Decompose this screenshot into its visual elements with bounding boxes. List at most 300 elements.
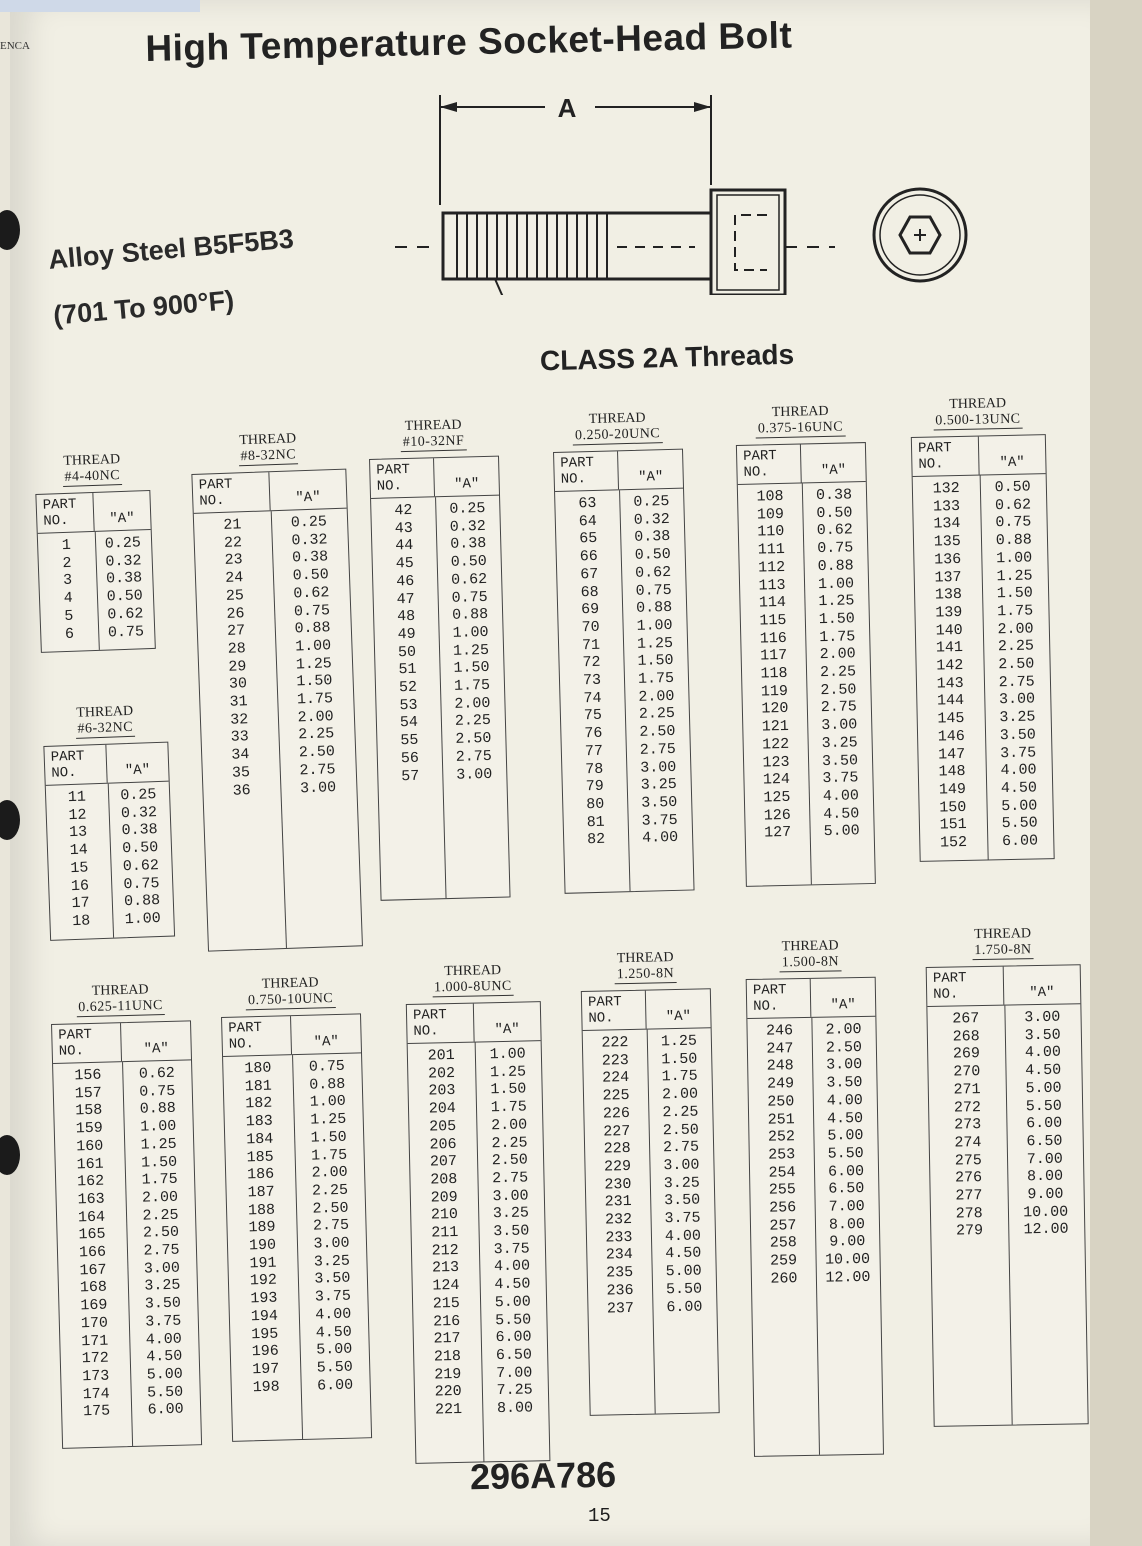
part-number-cell: 225 <box>602 1087 630 1105</box>
table-body <box>738 482 875 886</box>
part-number-cell: 133 <box>932 497 961 516</box>
dimension-a-cell: 0.32 <box>291 530 328 550</box>
part-number-cell: 134 <box>933 515 961 533</box>
part-number-cell: 110 <box>757 523 785 541</box>
dimension-a-cell: 2.50 <box>142 1224 180 1242</box>
part-number-cell: 31 <box>229 693 248 711</box>
dimension-a-cell: 2.00 <box>825 1020 862 1039</box>
part-number-cell: 82 <box>586 831 606 849</box>
dimension-a-cell: 0.88 <box>123 892 161 911</box>
dimension-a-column-header: "A" <box>295 489 321 507</box>
part-number-cell: 21 <box>223 516 242 534</box>
thread-heading <box>368 417 499 453</box>
dimension-a-cell: 2.75 <box>299 760 336 780</box>
dimension-a-cell: 4.00 <box>1000 761 1037 780</box>
dimension-a-cell: 0.88 <box>294 619 331 638</box>
part-number-column-header <box>192 472 270 513</box>
dimension-a-cell: 2.00 <box>297 707 334 727</box>
part-number-cell: 52 <box>398 678 418 697</box>
dimension-a-cell: 3.50 <box>144 1294 182 1313</box>
dimension-a-cell: 2.50 <box>998 655 1035 674</box>
header-part-text: PART <box>50 748 85 766</box>
dimension-a-cell: 5.00 <box>1001 797 1038 815</box>
table-header <box>370 457 499 499</box>
part-number-cell: 26 <box>226 604 245 623</box>
part-number-cell: 278 <box>955 1204 983 1223</box>
part-number-cell: 135 <box>933 533 961 551</box>
part-number-cell: 76 <box>584 724 603 743</box>
thread-heading <box>910 395 1046 431</box>
table-box <box>369 456 511 902</box>
part-number-cell: 3 <box>62 572 73 590</box>
table-row <box>564 829 692 850</box>
part-number-cell: 222 <box>601 1034 629 1052</box>
header-no-text: NO. <box>51 764 77 782</box>
table-row <box>751 1251 879 1271</box>
thread-size: 1.500-8N <box>780 954 842 972</box>
table-body <box>194 509 362 951</box>
part-number-cell: 219 <box>434 1365 462 1384</box>
dimension-a-cell: 1.75 <box>637 669 675 688</box>
dimension-a-cell: 2.75 <box>662 1138 700 1157</box>
part-number-cell: 143 <box>936 674 964 693</box>
table-body <box>46 782 174 940</box>
part-number-cell: 272 <box>953 1098 982 1117</box>
table-box <box>35 490 155 653</box>
dimension-a-cell: 1.50 <box>296 672 333 691</box>
thread-heading <box>42 703 168 740</box>
document-code: 296A786 <box>469 1453 617 1498</box>
part-number-cell: 196 <box>251 1342 280 1361</box>
thread-heading-label: THREAD <box>781 938 839 955</box>
part-number-cell: 218 <box>433 1347 462 1366</box>
table-row <box>749 1127 877 1147</box>
part-number-cell: 256 <box>769 1199 797 1217</box>
part-number-cell: 158 <box>75 1102 103 1120</box>
dimension-a-cell: 1.50 <box>996 584 1034 603</box>
part-number-cell: 43 <box>394 519 414 538</box>
header-no-text: NO. <box>918 456 944 473</box>
dimension-a-cell: 0.32 <box>633 510 671 529</box>
dimension-a-cell: 0.62 <box>138 1064 176 1083</box>
thread-size: 1.750-8N <box>972 942 1034 960</box>
part-number-cell: 184 <box>246 1130 274 1149</box>
table-box <box>736 442 876 887</box>
dimension-a-cell: 1.50 <box>310 1128 347 1147</box>
dimension-a-column-header: "A" <box>313 1033 340 1051</box>
part-number-cell: 164 <box>77 1208 106 1226</box>
dimension-a-cell: 3.00 <box>299 778 337 797</box>
dimension-a-cell: 1.50 <box>453 659 490 678</box>
part-number-cell: 13 <box>68 823 88 842</box>
table-row <box>748 1056 876 1076</box>
dimension-a-cell: 2.25 <box>819 663 857 682</box>
dimension-a-cell: 3.00 <box>640 758 677 777</box>
dimension-a-cell: 3.00 <box>313 1234 350 1253</box>
dimension-a-cell: 2.75 <box>998 673 1035 691</box>
part-number-cell: 5 <box>64 607 74 625</box>
part-number-cell: 250 <box>767 1092 795 1111</box>
thread-table <box>405 962 550 1464</box>
part-number-cell: 231 <box>604 1193 632 1211</box>
dimension-a-cell: 3.25 <box>313 1252 351 1271</box>
part-number-cell: 54 <box>399 714 419 732</box>
part-number-cell: 166 <box>78 1243 107 1262</box>
dimension-a-cell: 5.00 <box>1025 1079 1062 1098</box>
dimension-a-cell: 6.00 <box>495 1328 532 1347</box>
part-number-cell: 56 <box>400 749 420 768</box>
part-number-cell: 115 <box>759 611 787 630</box>
dimension-a-cell: 5.50 <box>827 1144 864 1163</box>
part-number-cell: 150 <box>939 798 967 817</box>
part-number-cell: 174 <box>82 1385 110 1403</box>
thread-class-label: CLASS 2A Threads <box>539 338 795 377</box>
dimension-a-cell: 0.62 <box>107 605 144 624</box>
thread-table <box>50 981 202 1448</box>
part-number-cell: 112 <box>757 558 786 577</box>
dimension-a-cell: 1.00 <box>489 1045 526 1064</box>
dimension-a-column-header: "A" <box>999 454 1025 472</box>
table-row <box>747 1021 875 1041</box>
table-header <box>737 443 866 485</box>
table-row <box>378 765 506 786</box>
dimension-a-cell: 5.50 <box>495 1310 532 1329</box>
dimension-a-cell: 2.50 <box>662 1121 699 1139</box>
part-number-cell: 208 <box>430 1170 458 1189</box>
thread-table <box>552 410 695 895</box>
table-row <box>62 1401 200 1422</box>
part-number-cell: 117 <box>759 647 788 665</box>
dimension-a-cell: 3.75 <box>822 769 859 788</box>
part-number-cell: 126 <box>763 806 791 825</box>
dimension-a-column-header: "A" <box>830 997 856 1014</box>
dimension-a-cell: 2.50 <box>639 723 676 741</box>
dimension-a-cell: 5.50 <box>665 1280 703 1299</box>
dimension-a-cell: 1.75 <box>310 1146 348 1165</box>
part-number-cell: 232 <box>604 1211 633 1229</box>
dimension-a-cell: 3.75 <box>641 811 678 830</box>
part-number-cell: 147 <box>938 745 966 764</box>
part-number-cell: 50 <box>397 643 417 661</box>
table-box <box>191 469 363 952</box>
dimension-a-column-header: "A" <box>124 762 151 780</box>
thread-table <box>910 395 1055 861</box>
dimension-a-cell: 2.75 <box>312 1217 350 1235</box>
header-part-text: PART <box>742 448 777 465</box>
part-number-column-header <box>912 437 979 476</box>
part-number-cell: 78 <box>585 760 604 778</box>
table-row <box>750 1162 878 1182</box>
dimension-a-cell: 0.75 <box>107 622 145 642</box>
part-number-cell: 167 <box>79 1261 107 1280</box>
dimension-a-cell: 2.75 <box>455 747 493 766</box>
part-number-cell: 12 <box>68 806 87 824</box>
part-number-cell: 198 <box>252 1378 280 1396</box>
part-number-cell: 246 <box>765 1022 794 1040</box>
dimension-a-cell: 1.00 <box>309 1093 347 1112</box>
bolt-side-view-diagram <box>395 85 835 295</box>
dimension-a-cell: 3.75 <box>493 1240 530 1258</box>
dimension-a-cell: 2.75 <box>639 740 677 759</box>
part-number-cell: 72 <box>582 654 601 672</box>
dimension-a-cell: 1.00 <box>995 549 1033 568</box>
dimension-a-cell: 4.00 <box>641 829 679 848</box>
part-number-column-header <box>370 458 435 498</box>
part-number-cell: 132 <box>932 479 960 498</box>
thread-heading-label: THREAD <box>91 982 149 999</box>
part-number-cell: 64 <box>578 512 598 531</box>
table-body <box>913 474 1054 860</box>
material-spec <box>46 211 301 344</box>
part-number-cell: 235 <box>606 1264 634 1282</box>
dimension-a-cell: 2.50 <box>312 1199 349 1218</box>
part-number-cell: 182 <box>245 1095 273 1113</box>
dimension-a-cell: 1.25 <box>489 1063 527 1081</box>
header-part-text: PART <box>752 982 787 999</box>
part-number-cell: 4 <box>63 589 74 608</box>
dimension-a-cell: 4.00 <box>145 1330 183 1349</box>
dimension-a-cell: 3.50 <box>999 726 1037 745</box>
part-number-cell: 47 <box>396 590 415 608</box>
thread-table <box>925 925 1089 1427</box>
part-number-cell: 152 <box>939 833 968 852</box>
table-box <box>221 1013 372 1441</box>
dimension-a-cell: 6.50 <box>1026 1132 1063 1151</box>
dimension-a-cell: 2.50 <box>491 1151 529 1170</box>
part-number-cell: 119 <box>760 682 789 701</box>
dimension-a-cell: 5.50 <box>316 1358 353 1377</box>
part-number-cell: 163 <box>77 1190 105 1209</box>
part-number-cell: 118 <box>760 664 788 683</box>
table-box <box>926 964 1089 1427</box>
dimension-a-cell: 12.00 <box>825 1268 871 1287</box>
part-number-column-header <box>582 991 647 1030</box>
dimension-a-cell: 0.62 <box>994 496 1032 514</box>
dimension-a-cell: 0.88 <box>139 1100 177 1119</box>
table-header <box>192 470 346 514</box>
dimension-a-cell: 7.00 <box>828 1197 865 1216</box>
dimension-a-cell: 1.75 <box>997 602 1034 621</box>
part-number-cell: 276 <box>954 1169 983 1187</box>
dimension-a-cell: 0.88 <box>309 1075 346 1094</box>
part-number-cell: 124 <box>762 771 791 789</box>
part-number-cell: 149 <box>938 780 967 799</box>
part-number-cell: 159 <box>75 1119 103 1138</box>
part-number-cell: 114 <box>758 594 787 612</box>
table-header <box>44 743 168 786</box>
part-number-cell: 270 <box>953 1063 981 1081</box>
header-no-text: NO. <box>560 471 587 488</box>
part-number-cell: 28 <box>227 640 247 658</box>
dimension-a-cell: 6.00 <box>316 1376 354 1395</box>
part-number-cell: 6 <box>64 625 75 643</box>
part-number-cell: 181 <box>244 1077 273 1096</box>
dimension-a-cell: 1.75 <box>819 627 856 646</box>
part-number-cell: 45 <box>395 554 414 573</box>
thread-table <box>745 938 884 1457</box>
part-number-cell: 75 <box>583 707 603 725</box>
dimension-a-cell: 2.50 <box>820 681 857 699</box>
thread-size: 1.000-8UNC <box>432 979 514 998</box>
dimension-a-cell: 0.88 <box>995 531 1032 550</box>
thread-heading <box>50 981 191 1018</box>
part-number-cell: 234 <box>605 1246 634 1264</box>
thread-size: #6-32NC <box>75 720 135 739</box>
part-number-cell: 268 <box>952 1027 980 1046</box>
table-header <box>747 978 876 1019</box>
header-no-text: NO. <box>199 492 225 510</box>
dimension-a-cell: 0.32 <box>120 803 158 823</box>
part-number-cell: 140 <box>935 621 963 640</box>
thread-size: 0.500-13UNC <box>933 412 1023 431</box>
part-number-cell: 23 <box>224 551 243 570</box>
part-number-cell: 73 <box>582 671 602 690</box>
part-number-cell: 260 <box>770 1269 798 1288</box>
part-number-cell: 215 <box>432 1294 461 1313</box>
dimension-a-cell: 4.50 <box>494 1275 531 1294</box>
dimension-a-cell: 2.00 <box>454 694 491 713</box>
dimension-a-cell: 9.00 <box>829 1233 866 1252</box>
dimension-a-cell: 2.00 <box>661 1085 699 1104</box>
dimension-a-cell: 2.25 <box>491 1133 528 1152</box>
part-number-cell: 120 <box>761 700 789 718</box>
dimension-a-cell: 2.25 <box>662 1103 699 1122</box>
part-number-cell: 190 <box>248 1236 277 1255</box>
dimension-a-cell: 5.00 <box>146 1365 183 1384</box>
part-number-cell: 142 <box>936 656 964 675</box>
part-number-cell: 274 <box>954 1133 982 1152</box>
part-number-cell: 249 <box>766 1075 795 1093</box>
part-number-cell: 144 <box>936 692 965 710</box>
dimension-a-cell: 2.50 <box>455 730 492 748</box>
part-number-cell: 32 <box>229 710 249 729</box>
part-number-cell: 275 <box>954 1151 982 1170</box>
header-no-text: NO. <box>376 478 403 495</box>
dimension-a-cell: 3.50 <box>314 1270 351 1289</box>
dimension-a-cell: 10.00 <box>824 1251 871 1269</box>
dimension-a-cell: 0.50 <box>121 839 159 858</box>
dimension-a-cell: 2.00 <box>490 1116 528 1135</box>
part-number-cell: 273 <box>954 1116 982 1134</box>
part-number-column-header <box>222 1016 292 1056</box>
dimension-a-cell: 5.50 <box>146 1383 184 1402</box>
table-box <box>406 1001 551 1464</box>
part-number-cell: 1 <box>61 536 72 555</box>
thread-heading-label: THREAD <box>588 410 646 428</box>
dimension-a-cell: 0.38 <box>634 528 671 547</box>
dimension-a-cell: 0.88 <box>817 557 854 575</box>
header-no-text: NO. <box>228 1036 255 1053</box>
table-row <box>751 1233 879 1253</box>
part-number-cell: 71 <box>581 636 601 654</box>
table-header <box>407 1002 541 1044</box>
part-number-cell: 195 <box>251 1325 279 1343</box>
dimension-a-cell: 6.00 <box>147 1401 184 1419</box>
dimension-a-cell: 4.00 <box>493 1257 531 1276</box>
dimension-a-cell: 0.25 <box>120 786 157 805</box>
thread-table <box>190 430 363 952</box>
table-body <box>38 530 155 652</box>
part-number-cell: 15 <box>70 859 89 877</box>
part-number-cell: 201 <box>427 1046 455 1065</box>
dimension-a-cell: 0.25 <box>290 513 328 532</box>
dimension-a-cell: 5.00 <box>827 1127 864 1145</box>
part-number-cell: 175 <box>82 1402 111 1421</box>
dimension-a-cell: 3.75 <box>145 1312 182 1331</box>
dimension-a-cell: 12.00 <box>1023 1220 1069 1239</box>
thread-table <box>34 451 156 653</box>
part-number-cell: 122 <box>761 735 790 754</box>
part-number-cell: 57 <box>401 767 420 785</box>
part-number-cell: 185 <box>246 1148 274 1166</box>
part-number-cell: 125 <box>763 788 791 807</box>
part-number-cell: 271 <box>953 1080 981 1099</box>
dimension-a-cell: 0.75 <box>123 874 160 893</box>
dimension-a-cell: 3.50 <box>821 751 859 770</box>
part-number-cell: 127 <box>763 824 792 842</box>
header-part-text: PART <box>932 970 967 987</box>
part-number-cell: 123 <box>762 753 790 772</box>
part-number-cell: 124 <box>432 1277 460 1295</box>
dimension-a-cell: 0.38 <box>121 821 158 840</box>
table-header <box>36 491 150 534</box>
part-number-cell: 205 <box>428 1117 457 1136</box>
part-number-cell: 191 <box>249 1254 277 1273</box>
dimension-a-cell: 1.50 <box>661 1050 698 1069</box>
table-row <box>588 1298 716 1318</box>
dimension-a-cell: 4.50 <box>1025 1061 1062 1080</box>
table-row <box>752 1269 880 1289</box>
dimension-a-cell: 1.25 <box>996 566 1033 585</box>
dimension-a-cell: 6.00 <box>1026 1114 1063 1133</box>
thread-heading-label: THREAD <box>974 926 1032 943</box>
thread-size: #10-32NF <box>401 433 467 452</box>
table-row <box>41 622 155 644</box>
part-number-cell: 2 <box>62 554 72 572</box>
part-number-cell: 170 <box>80 1314 109 1333</box>
part-number-cell: 237 <box>606 1299 635 1318</box>
thread-size: #4-40NC <box>62 468 122 487</box>
dimension-a-cell: 0.88 <box>451 606 489 625</box>
dimension-a-column-header: "A" <box>143 1040 170 1058</box>
dimension-a-cell: 4.50 <box>823 804 860 823</box>
part-number-cell: 55 <box>400 731 419 750</box>
thread-heading-label: THREAD <box>949 395 1007 413</box>
part-number-cell: 165 <box>78 1225 106 1244</box>
dimension-a-cell: 0.50 <box>634 546 671 564</box>
dimension-a-cell: 0.88 <box>635 599 673 618</box>
part-number-cell: 27 <box>226 622 246 641</box>
table-box <box>553 449 695 895</box>
dimension-a-cell: 1.75 <box>490 1098 527 1117</box>
table-box <box>746 977 884 1457</box>
dimension-a-cell: 0.38 <box>105 569 143 588</box>
part-number-cell: 161 <box>76 1155 104 1173</box>
part-number-cell: 251 <box>767 1110 795 1129</box>
dimension-a-cell: 0.75 <box>293 601 331 620</box>
table-body <box>371 496 509 901</box>
dimension-a-column-header: "A" <box>820 462 847 480</box>
dimension-a-cell: 3.00 <box>492 1187 529 1205</box>
part-number-cell: 17 <box>71 894 90 913</box>
dimension-a-cell: 1.50 <box>637 652 674 671</box>
part-number-cell: 228 <box>603 1140 631 1158</box>
dimension-a-cell: 8.00 <box>496 1399 534 1418</box>
part-number-cell: 226 <box>602 1104 631 1123</box>
part-number-cell: 253 <box>768 1146 796 1164</box>
part-number-cell: 160 <box>76 1137 104 1156</box>
dimension-a-cell: 3.75 <box>664 1209 701 1228</box>
